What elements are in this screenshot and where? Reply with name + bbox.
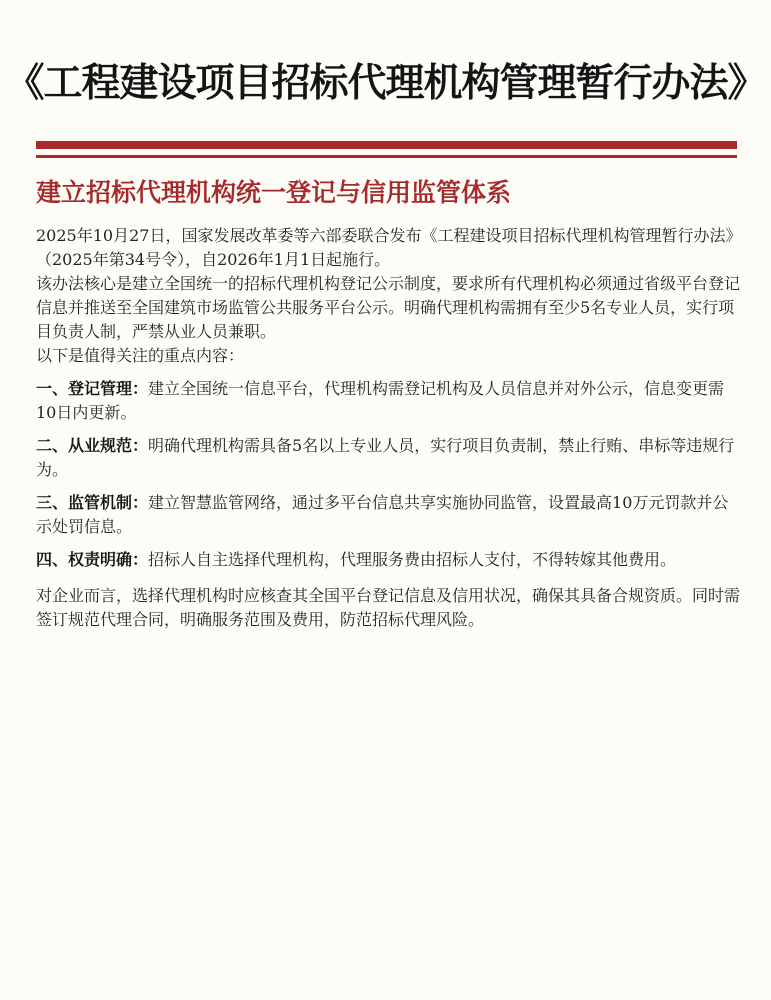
intro-paragraph-release: 2025年10月27日，国家发展改革委等六部委联合发布《工程建设项目招标代理机构管理暂行办法》（2025年第34号令），自2026年1月1日起施行。 [36,226,734,269]
key-point-label: 三、监管机制： [36,493,149,512]
key-point-practice [36,434,740,482]
article-body [36,224,740,632]
key-point-text: 招标人自主选择代理机构，代理服务费由招标人支付，不得转嫁其他费用。 [148,550,677,569]
key-point-registration [36,377,740,425]
key-point-text: 建立全国统一信息平台，代理机构需登记机构及人员信息并对外公示，信息变更需10日内更新。 [36,379,725,422]
page-title: 《工程建设项目招标代理机构管理暂行办法》 [5,61,766,106]
key-point-label: 四、权责明确： [36,550,149,569]
section-heading: 建立招标代理机构统一登记与信用监管体系 [36,178,512,207]
intro-paragraph-lead-in: 以下是值得关注的重点内容： [36,346,245,365]
key-point-responsibility [36,548,740,572]
key-point-text: 建立智慧监管网络，通过多平台信息共享实施协同监管，设置最高10万元罚款并公示处罚信息。 [36,493,729,536]
key-point-supervision [36,491,740,539]
intro-paragraph-core: 该办法核心是建立全国统一的招标代理机构登记公示制度，要求所有代理机构必须通过省级平台登记信息并推送至全国建筑市场监管公共服务平台公示。明确代理机构需拥有至少5名专业人员，实行项目负责人制，严禁从业人员兼职。 [36,274,741,341]
key-point-text: 明确代理机构需具备5名以上专业人员，实行项目负责制，禁止行贿、串标等违规行为。 [36,436,735,479]
title-divider-thin [36,155,737,158]
key-point-label: 一、登记管理： [36,379,149,398]
key-point-label: 二、从业规范： [36,436,149,455]
conclusion-paragraph: 对企业而言，选择代理机构时应核查其全国平台登记信息及信用状况，确保其具备合规资质。同时需签订规范代理合同，明确服务范围及费用，防范招标代理风险。 [36,586,741,629]
title-divider-thick [36,141,737,149]
